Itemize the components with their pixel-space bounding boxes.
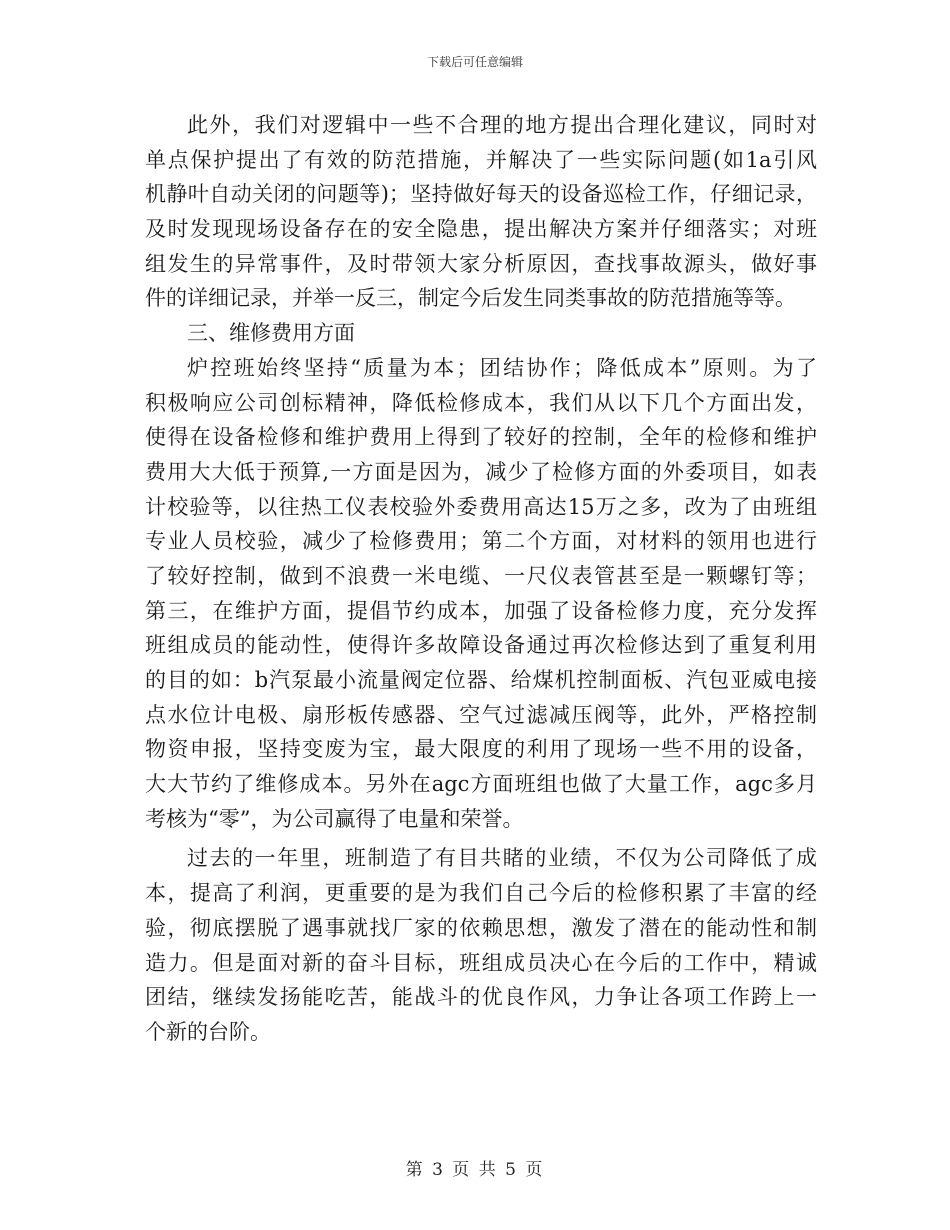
text-line: 了较好控制，做到不浪费一米电缆、一尺仪表管甚至是一颗螺钉等；	[145, 563, 817, 588]
header-note: 下载后可任意编辑	[426, 55, 523, 69]
text-line: 此外，我们对逻辑中一些不合理的地方提出合理化建议，同时对	[187, 113, 817, 137]
text-line: 专业人员校验，减少了检修费用；第二个方面，对材料的领用也进行	[145, 529, 817, 554]
text-line: 及时发现现场设备存在的安全隐患，提出解决方案并仔细落实；对班	[145, 217, 817, 242]
text-line: 使得在设备检修和维护费用上得到了较好的控制，全年的检修和维护	[145, 425, 817, 450]
text-line: 个新的台阶。	[145, 1019, 271, 1044]
text-line: 本，提高了利润，更重要的是为我们自己今后的检修积累了丰富的经	[145, 881, 817, 906]
text-line: 机静叶自动关闭的问题等)；坚持做好每天的设备巡检工作，仔细记录，	[145, 182, 817, 207]
text-line: 计校验等，以往热工仪表校验外委费用高达15万之多，改为了由班组	[145, 494, 817, 519]
text-line: 过去的一年里，班制造了有目共睹的业绩，不仅为公司降低了成	[187, 846, 817, 871]
text-line: 考核为“零”，为公司赢得了电量和荣誉。	[145, 806, 524, 831]
text-line: 费用大大低于预算,一方面是因为，减少了检修方面的外委项目，如表	[145, 459, 817, 484]
text-line: 第三，在维护方面，提倡节约成本，加强了设备检修力度，充分发挥	[145, 598, 817, 623]
text-line: 验，彻底摆脱了遇事就找厂家的依赖思想，激发了潜在的能动性和制	[145, 915, 817, 940]
text-line: 单点保护提出了有效的防范措施，并解决了一些实际问题(如1a引风	[145, 147, 817, 172]
section-heading	[145, 316, 817, 351]
text-line: 的目的如：b汽泵最小流量阀定位器、给煤机控制面板、汽包亚威电接	[145, 668, 817, 692]
page-number-footer: 第 3 页 共 5 页	[405, 1160, 545, 1180]
text-line: 件的详细记录，并举一反三，制定今后发生同类事故的防范措施等等。	[145, 286, 796, 311]
paragraph	[145, 351, 817, 837]
text-line: 团结，继续发扬能吃苦，能战斗的优良作风，力争让各项工作跨上一	[145, 985, 817, 1010]
text-line: 物资申报，坚持变废为宝，最大限度的利用了现场一些不用的设备，	[145, 737, 817, 762]
paragraph	[145, 841, 817, 1049]
text-line: 班组成员的能动性，使得许多故障设备通过再次检修达到了重复利用	[145, 633, 817, 658]
document-body	[145, 108, 817, 1050]
text-line: 炉控班始终坚持“质量为本；团结协作；降低成本”原则。为了	[187, 355, 817, 380]
text-line: 积极响应公司创标精神，降低检修成本，我们从以下几个方面出发，	[145, 390, 817, 415]
paragraph	[145, 108, 817, 316]
text-line: 点水位计电极、扇形板传感器、空气过滤减压阀等，此外，严格控制	[145, 702, 817, 727]
section-heading-text: 三、维修费用方面	[187, 321, 355, 346]
text-line: 大大节约了维修成本。另外在agc方面班组也做了大量工作，agc多月	[145, 772, 817, 797]
text-line: 组发生的异常事件，及时带领大家分析原因，查找事故源头，做好事	[145, 251, 817, 276]
text-line: 造力。但是面对新的奋斗目标，班组成员决心在今后的工作中，精诚	[145, 950, 817, 975]
